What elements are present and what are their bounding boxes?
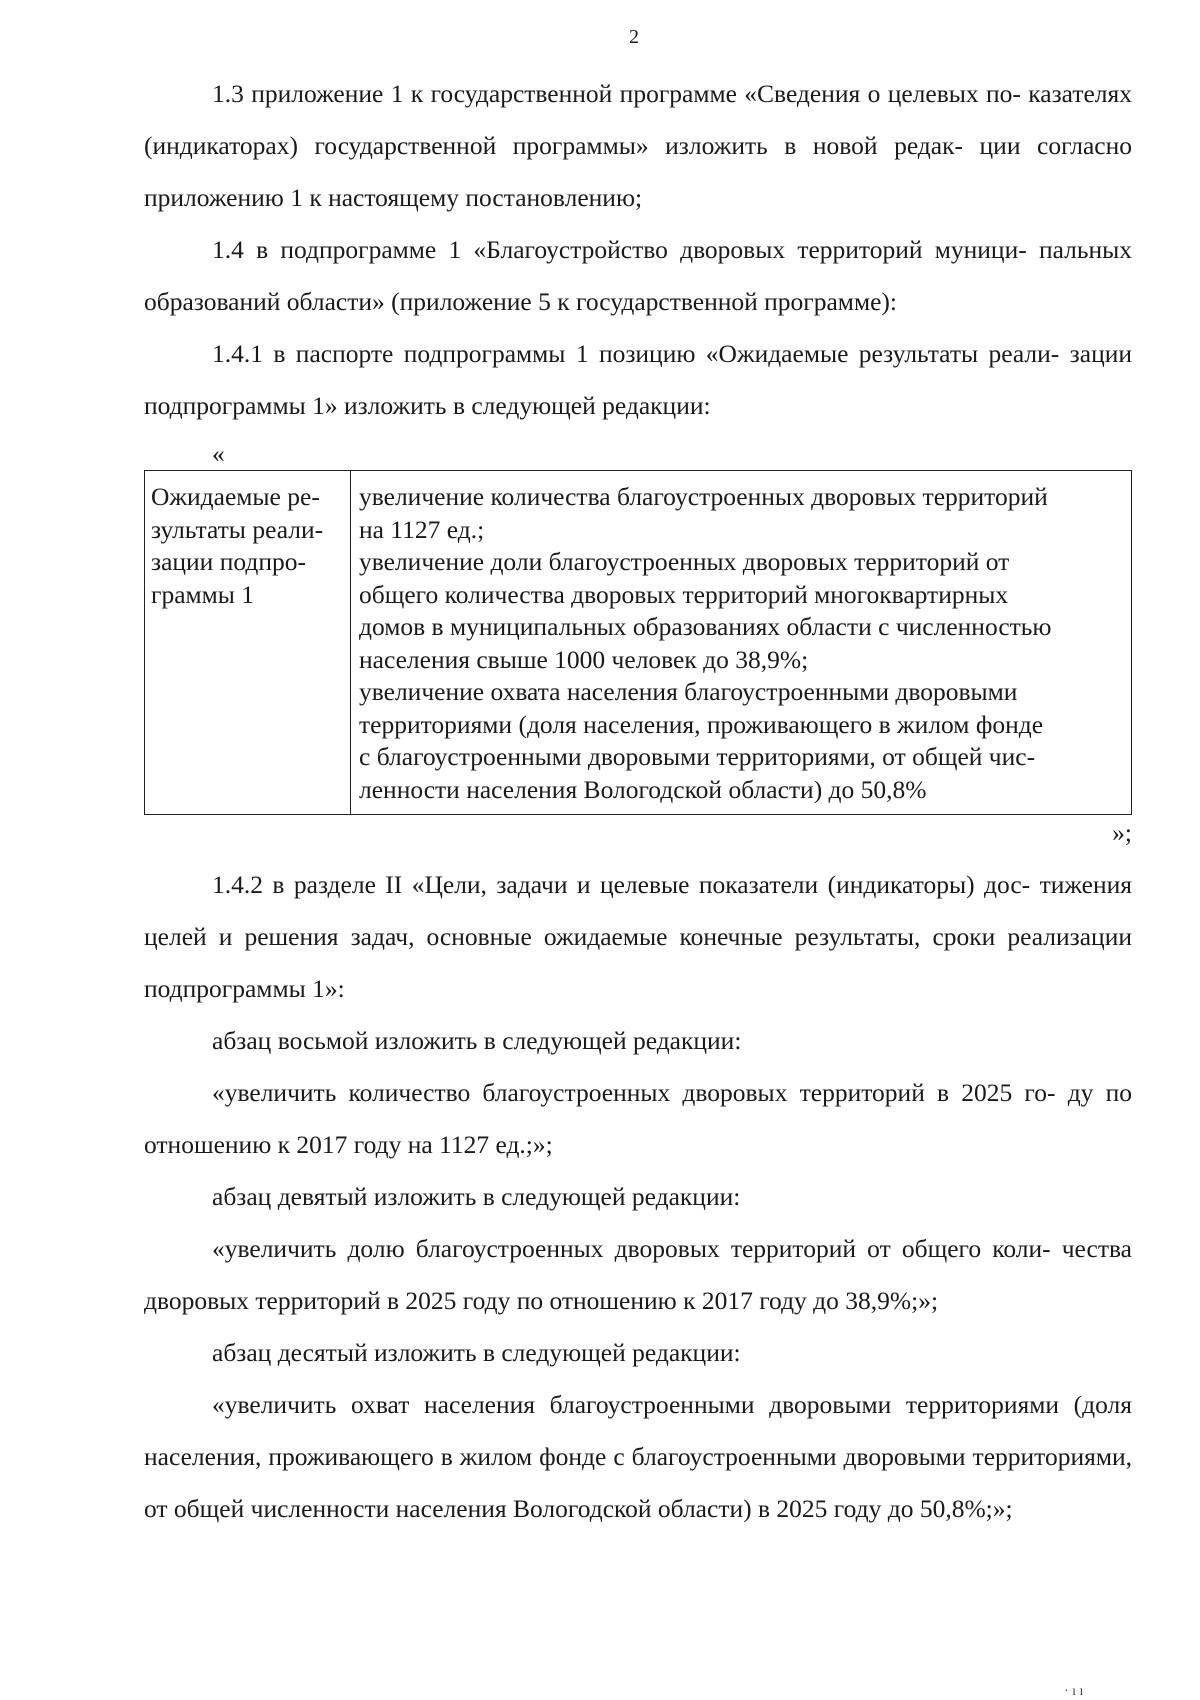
paragraph-line: тижения целей и решения задач, основные ожидаемые конечные результаты, [144,870,1133,951]
amendment-paragraphs-bottom [144,859,1132,1535]
cell-line: увеличение доли благоустроенных дворовых территорий от [359,547,1010,576]
paragraph-line: (доля населения, проживающего в жилом фонде с благоустроенными дворовыми [144,1390,1132,1471]
corner-scan-mark: · ı ı [1064,1684,1084,1699]
cell-line: Ожидаемые ре- [151,482,320,511]
paragraph-line: зации подпрограммы 1» изложить в следующей редакции: [144,339,1133,420]
cell-line: общего количества дворовых территорий многоквартирных [359,579,1009,609]
paragraph [144,224,1132,328]
page-number: 2 [629,26,639,48]
paragraph-line: территориями, от общей численности населения Вологодской области) в 2025 [144,1442,1132,1523]
amendment-paragraphs-top [144,68,1132,432]
table-close-quote: »; [1112,818,1132,847]
paragraph-line: «увеличить количество благоустроенных дворовых территорий в 2025 го- [212,1078,1056,1107]
paragraph-line: чества дворовых территорий в 2025 году по отношению к 2017 году до 38,9%;»; [144,1234,1132,1315]
paragraph-line: 1.4 в подпрограмме 1 «Благоустройство дворовых территорий муници- [212,235,1027,264]
cell-line: домов в муниципальных образованиях области с численностью [359,612,1052,641]
paragraph-line: пальных образований области» (приложение 5 к государственной программе): [144,235,1133,316]
paragraph-line: 1.4.1 в паспорте подпрограммы 1 позицию «Ожидаемые результаты реали- [212,339,1060,368]
expected-results-label-cell [145,471,351,815]
paragraph [144,1067,1132,1171]
paragraph-line: «увеличить долю благоустроенных дворовых территорий от общего коли- [212,1234,1051,1263]
paragraph-line: ции согласно приложению 1 к настоящему постановлению; [144,131,1133,212]
paragraph [144,1015,1132,1067]
paragraph [144,328,1132,432]
paragraph [144,1379,1132,1535]
paragraph [144,68,1132,224]
cell-line: населения свыше 1000 человек до 38,9%; [359,644,809,674]
paragraph-line: году до 50,8%;»; [833,1494,1013,1523]
paragraph-line: абзац девятый изложить в следующей редакции: [212,1182,741,1211]
paragraph-line: казателях (индикаторах) государственной программы» изложить в новой редак- [144,79,1132,160]
document-body [144,68,1132,1535]
cell-line: ленности населения Вологодской области) до 50,8% [359,774,927,804]
paragraph-line: сроки реализации подпрограммы 1»: [144,922,1132,1003]
cell-line: зультаты реали- [151,514,324,544]
paragraph-line: абзац восьмой изложить в следующей редакции: [212,1026,742,1055]
table-row [145,471,1132,815]
cell-line: увеличение охвата населения благоустроенными дворовыми [359,677,1018,706]
cell-line: на 1127 ед.; [359,514,485,544]
cell-line: с благоустроенными дворовыми территориями, от общей чис- [359,742,1036,771]
paragraph-line: «увеличить охват населения благоустроенными дворовыми территориями [212,1390,1059,1419]
paragraph-line: 1.4.2 в разделе II «Цели, задачи и целевые показатели (индикаторы) дос- [212,870,1031,899]
cell-line: территориями (доля населения, проживающего в жилом фонде [359,709,1044,739]
passport-table [144,470,1132,815]
table-open-quote: « [212,439,225,468]
cell-line: зации подпро- [151,547,306,576]
paragraph-line: абзац десятый изложить в следующей редакции: [212,1338,741,1367]
cell-line: граммы 1 [151,579,255,609]
paragraph [144,859,1132,1015]
paragraph-line: ду по отношению к 2017 году на 1127 ед.;»; [144,1078,1133,1159]
expected-results-value-cell [351,471,1132,815]
paragraph [144,1327,1132,1379]
paragraph-line: 1.3 приложение 1 к государственной программе «Сведения о целевых по- [212,79,1021,108]
paragraph [144,1223,1132,1327]
cell-line: увеличение количества благоустроенных дворовых территорий [359,482,1048,511]
paragraph [144,1171,1132,1223]
